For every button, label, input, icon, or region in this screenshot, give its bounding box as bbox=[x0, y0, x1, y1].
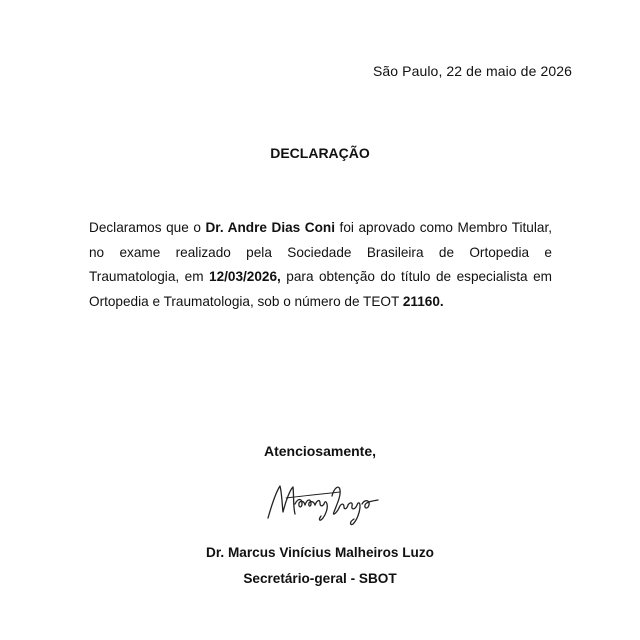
signer-name: Dr. Marcus Vinícius Malheiros Luzo bbox=[206, 545, 434, 560]
teot-number: 21160. bbox=[402, 293, 444, 309]
signer-role: Secretário-geral - SBOT bbox=[243, 571, 397, 586]
closing-salutation: Atenciosamente, bbox=[263, 443, 377, 459]
document-title: DECLARAÇÃO bbox=[270, 145, 370, 161]
body-text-part-2: foi aprovado como Membro Titular, no exame realizado pela Sociedade Brasileira de Ortopedia e Traumatologia, em bbox=[89, 220, 552, 284]
handwritten-signature bbox=[262, 474, 392, 530]
exam-date: 12/03/2026, bbox=[209, 269, 281, 284]
member-name: Dr. Andre Dias Coni bbox=[205, 220, 335, 235]
body-text-part-1: Declaramos que o bbox=[89, 220, 206, 235]
declaration-body bbox=[89, 216, 552, 314]
date-line: São Paulo, 22 de maio de 2026 bbox=[372, 63, 572, 79]
body-text-part-3: para obtenção do título de especialista em Ortopedia e Traumatologia, sob o número de TEOT bbox=[89, 269, 552, 309]
